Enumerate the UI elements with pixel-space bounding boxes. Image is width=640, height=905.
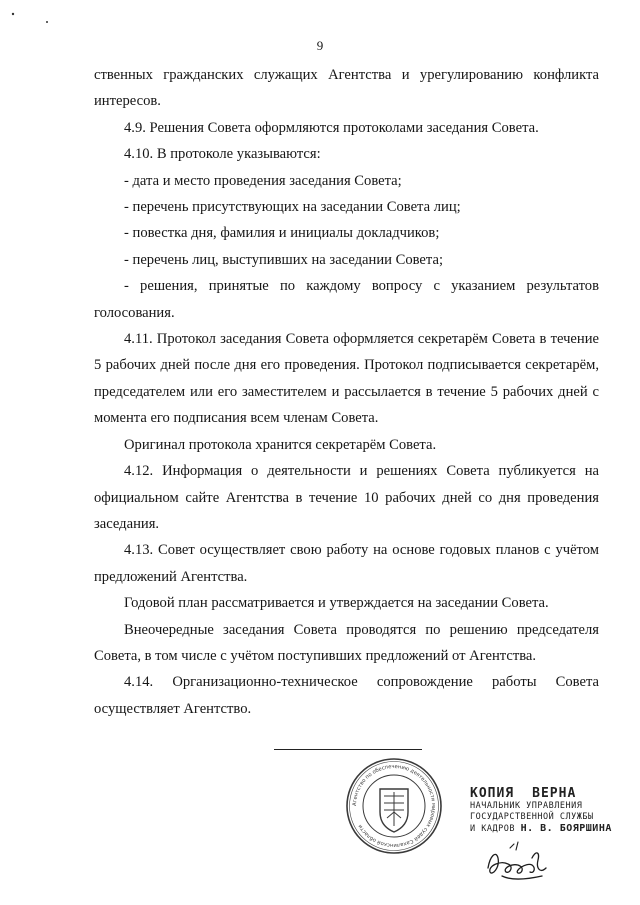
- paragraph-4-11: 4.11. Протокол заседания Совета оформляется секретарём Совета в течение 5 рабочих дней после дня его проведения. Протокол подписывается секретарём, председателем или его заместителем и рассылается в течение 5 рабочих дней с момента его подписания всем членам Совета.: [94, 331, 599, 427]
- official-seal: [344, 756, 444, 856]
- paragraph-4-13: 4.13. Совет осуществляет свою работу на основе годовых планов с учётом предложений Агентства.: [94, 542, 599, 585]
- list-item-speakers: - перечень лиц, выступивших на заседании Совета;: [124, 251, 443, 268]
- stamp-official-name: Н. В. БОЯРШИНА: [520, 823, 612, 834]
- stamp-position-line-2: ГОСУДАРСТВЕННОЙ СЛУЖБЫ: [470, 812, 594, 822]
- paragraph-4-12: 4.12. Информация о деятельности и решениях Совета публикуется на официальном сайте Агентства в течение 10 рабочих дней со дня проведения заседания.: [94, 463, 599, 532]
- document-body: [94, 62, 599, 722]
- page-number: 9: [316, 38, 324, 53]
- stamp-position-line-3: [470, 823, 610, 835]
- stamp-title-certified: ВЕРНА: [532, 786, 577, 801]
- paragraph-extraordinary-meetings: Внеочередные заседания Совета проводятся по решению председателя Совета, в том числе с учётом поступивших предложений от Агентства.: [94, 621, 599, 664]
- handwritten-signature: [480, 838, 560, 886]
- stamp-title-copy: КОПИЯ: [470, 786, 515, 801]
- coat-of-arms-icon: [380, 789, 408, 832]
- list-item-attendees: - перечень присутствующих на заседании Совета лиц;: [124, 199, 461, 216]
- paragraph-continuation: ственных гражданских служащих Агентства и урегулированию конфликта интересов.: [94, 67, 599, 110]
- paragraph-original-protocol: Оригинал протокола хранится секретарём Совета.: [124, 436, 437, 453]
- list-item-agenda: - повестка дня, фамилия и инициалы докладчиков;: [124, 225, 440, 242]
- stamp-position-line-1: НАЧАЛЬНИК УПРАВЛЕНИЯ: [470, 801, 583, 811]
- list-item-decisions: - решения, принятые по каждому вопросу с указанием результатов голосования.: [94, 278, 599, 321]
- paragraph-annual-plan: Годовой план рассматривается и утверждается на заседании Совета.: [124, 595, 549, 612]
- scan-specks: [10, 6, 60, 26]
- paragraph-4-14: 4.14. Организационно-техническое сопровождение работы Совета осуществляет Агентство.: [94, 674, 599, 717]
- separator-line: [274, 749, 422, 750]
- list-item-date-place: - дата и место проведения заседания Совета;: [124, 172, 402, 189]
- stamp-title: [470, 786, 610, 801]
- paragraph-4-9: 4.9. Решения Совета оформляются протоколами заседания Совета.: [124, 119, 539, 136]
- stamp-department: И КАДРОВ: [470, 824, 515, 834]
- copy-certified-stamp: [470, 786, 610, 835]
- seal-ring-text: Агентство по обеспечению деятельности мировых судей Сахалинской области: [351, 763, 437, 849]
- paragraph-4-10: 4.10. В протоколе указываются:: [124, 146, 321, 163]
